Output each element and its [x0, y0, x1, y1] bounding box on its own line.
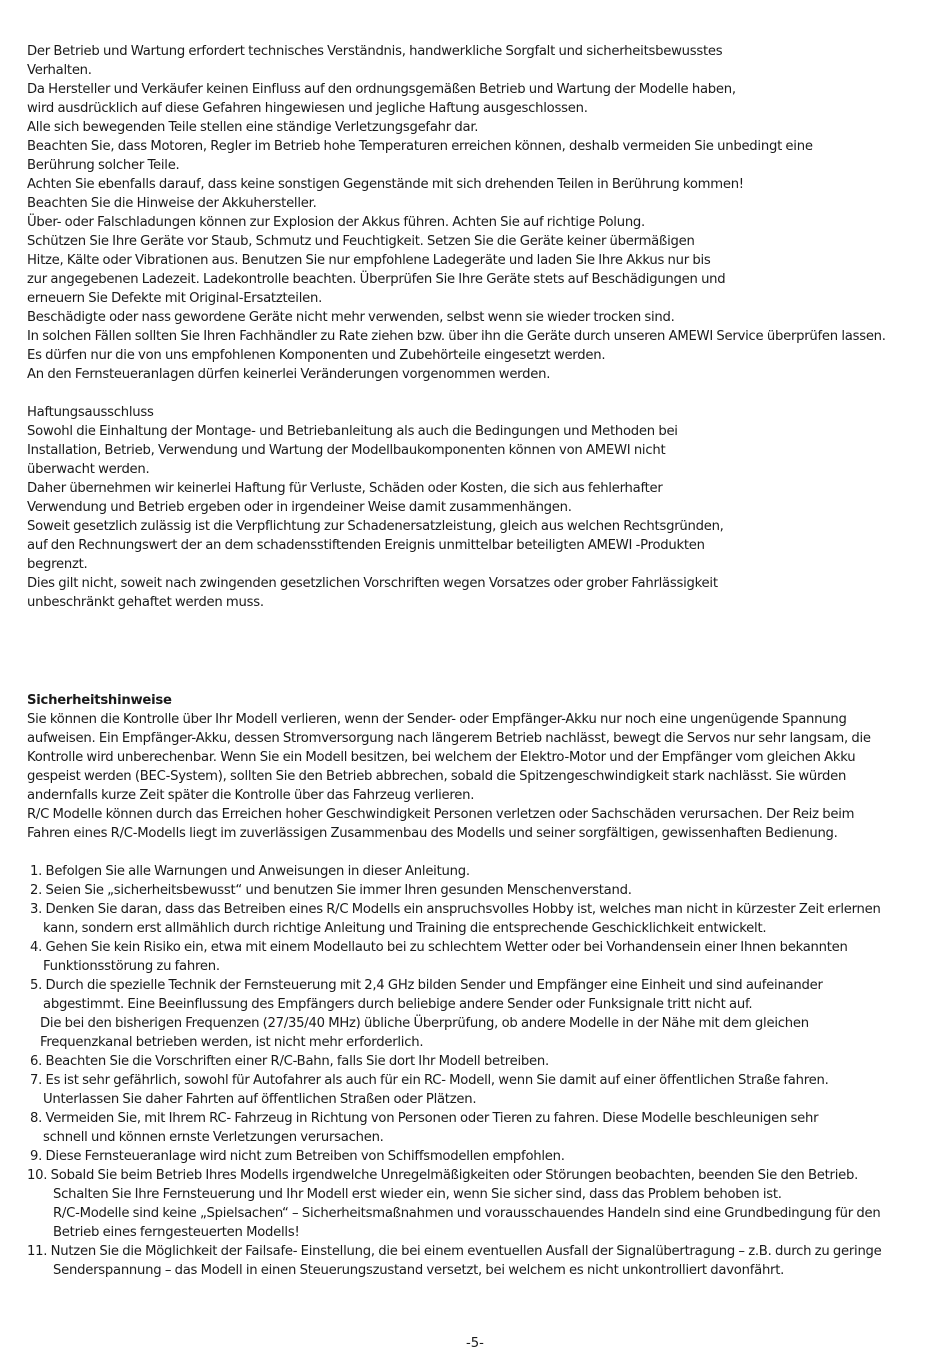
- list-item-line: Frequenzkanal betrieben werden, ist nicht mehr erforderlich.: [40, 1035, 424, 1050]
- general-section: [27, 42, 940, 384]
- text-line: Beschädigte oder nass gewordene Geräte nicht mehr verwenden, selbst wenn sie wieder trocken sind.: [27, 310, 675, 325]
- list-item: [27, 1147, 940, 1166]
- text-line: Soweit gesetzlich zulässig ist die Verpflichtung zur Schadenersatzleistung, gleich aus welchen Rechtsgründen,: [27, 519, 724, 534]
- text-line: überwacht werden.: [27, 462, 150, 477]
- list-item-line: 3. Denken Sie daran, dass das Betreiben eines R/C Modells ein anspruchsvolles Hobby ist, welches man nicht in kürzester Zeit erlernen: [30, 902, 881, 917]
- safety-section: [27, 691, 940, 843]
- section-heading-liability: Haftungsausschluss: [27, 405, 154, 420]
- list-item-line: 10. Sobald Sie beim Betrieb Ihres Modells irgendwelche Unregelmäßigkeiten oder Störungen beobachten, beenden Sie den Betrieb.: [27, 1168, 859, 1183]
- text-line: Verwendung und Betrieb ergeben oder in irgendeiner Weise damit zusammenhängen.: [27, 500, 572, 515]
- text-line: Kontrolle wird unberechenbar. Wenn Sie ein Modell besitzen, bei welchem der Elektro-Motor und der Empfänger vom gleichen Akku: [27, 750, 856, 765]
- text-line: andernfalls kurze Zeit später die Kontrolle über das Fahrzeug verlieren.: [27, 788, 475, 803]
- list-item-line: schnell und können ernste Verletzungen verursachen.: [43, 1130, 384, 1145]
- text-line: Es dürfen nur die von uns empfohlenen Komponenten und Zubehörteile eingesetzt werden.: [27, 348, 606, 363]
- list-item-line: 1. Befolgen Sie alle Warnungen und Anweisungen in dieser Anleitung.: [30, 864, 470, 879]
- text-line: Achten Sie ebenfalls darauf, dass keine sonstigen Gegenstände mit sich drehenden Teilen in Berührung kommen!: [27, 177, 744, 192]
- text-line: unbeschränkt gehaftet werden muss.: [27, 595, 264, 610]
- text-line: An den Fernsteueranlagen dürfen keinerlei Veränderungen vorgenommen werden.: [27, 367, 551, 382]
- text-line: Über- oder Falschladungen können zur Explosion der Akkus führen. Achten Sie auf richtige Polung.: [27, 215, 645, 230]
- list-item: [27, 1071, 940, 1109]
- text-line: Der Betrieb und Wartung erfordert technisches Verständnis, handwerkliche Sorgfalt und sicherheitsbewusstes: [27, 44, 723, 59]
- list-item-line: 7. Es ist sehr gefährlich, sowohl für Autofahrer als auch für ein RC- Modell, wenn Sie damit auf einer öffentlichen Straße fahren.: [30, 1073, 829, 1088]
- list-item: [27, 1052, 940, 1071]
- text-line: In solchen Fällen sollten Sie Ihren Fachhändler zu Rate ziehen bzw. über ihn die Geräte durch unseren AMEWI Service überprüfen lassen.: [27, 329, 886, 344]
- text-line: Sowohl die Einhaltung der Montage- und Betriebanleitung als auch die Bedingungen und Methoden bei: [27, 424, 678, 439]
- list-item-line: Unterlassen Sie daher Fahrten auf öffentlichen Straßen oder Plätzen.: [43, 1092, 477, 1107]
- list-item-line: abgestimmt. Eine Beeinflussung des Empfängers durch beliebige andere Sender oder Funksignale tritt nicht auf.: [43, 997, 753, 1012]
- text-line: Beachten Sie, dass Motoren, Regler im Betrieb hohe Temperaturen erreichen können, deshalb vermeiden Sie unbedingt eine: [27, 139, 813, 154]
- text-line: Berührung solcher Teile.: [27, 158, 180, 173]
- text-line: begrenzt.: [27, 557, 88, 572]
- list-item-line: 5. Durch die spezielle Technik der Fernsteuerung mit 2,4 GHz bilden Sender und Empfänger eine Einheit und sind aufeinander: [30, 978, 823, 993]
- safety-list: [27, 862, 940, 1280]
- list-item-line: R/C-Modelle sind keine „Spielsachen“ – Sicherheitsmaßnahmen und vorausschauendes Handeln sind eine Grundbedingung für den: [53, 1206, 881, 1221]
- list-item-line: Schalten Sie Ihre Fernsteuerung und Ihr Modell erst wieder ein, wenn Sie sicher sind, dass das Problem behoben ist.: [53, 1187, 782, 1202]
- list-item: [27, 900, 940, 938]
- list-item: [27, 862, 940, 881]
- list-item-line: kann, sondern erst allmählich durch richtige Anleitung und Training die entsprechende Geschicklichkeit entwickelt.: [43, 921, 767, 936]
- list-item: [27, 938, 940, 976]
- text-line: Installation, Betrieb, Verwendung und Wartung der Modellbaukomponenten können von AMEWI nicht: [27, 443, 666, 458]
- list-item: [27, 976, 940, 1052]
- list-item-line: 8. Vermeiden Sie, mit Ihrem RC- Fahrzeug in Richtung von Personen oder Tieren zu fahren. Diese Modelle beschleunigen sehr: [30, 1111, 819, 1126]
- liability-section: [27, 403, 940, 612]
- text-line: aufweisen. Ein Empfänger-Akku, dessen Stromversorgung nach längerem Betrieb nachlässt, bewegt die Servos nur sehr langsam, die: [27, 731, 871, 746]
- list-item-line: 9. Diese Fernsteueranlage wird nicht zum Betreiben von Schiffsmodellen empfohlen.: [30, 1149, 565, 1164]
- text-line: R/C Modelle können durch das Erreichen hoher Geschwindigkeit Personen verletzen oder Sachschäden verursachen. Der Reiz beim: [27, 807, 855, 822]
- list-item-line: 4. Gehen Sie kein Risiko ein, etwa mit einem Modellauto bei zu schlechtem Wetter oder bei Vorhandensein einer Ihnen bekannten: [30, 940, 848, 955]
- list-item: [27, 881, 940, 900]
- list-item: [27, 1166, 940, 1242]
- text-line: Daher übernehmen wir keinerlei Haftung für Verluste, Schäden oder Kosten, die sich aus fehlerhafter: [27, 481, 663, 496]
- text-line: Beachten Sie die Hinweise der Akkuhersteller.: [27, 196, 317, 211]
- text-line: Da Hersteller und Verkäufer keinen Einfluss auf den ordnungsgemäßen Betrieb und Wartung der Modelle haben,: [27, 82, 736, 97]
- text-line: Alle sich bewegenden Teile stellen eine ständige Verletzungsgefahr dar.: [27, 120, 479, 135]
- list-item: [27, 1242, 940, 1280]
- list-item: [27, 1109, 940, 1147]
- text-line: Schützen Sie Ihre Geräte vor Staub, Schmutz und Feuchtigkeit. Setzen Sie die Geräte keiner übermäßigen: [27, 234, 695, 249]
- list-item-line: Betrieb eines ferngesteuerten Modells!: [53, 1225, 300, 1240]
- list-item-line: 6. Beachten Sie die Vorschriften einer R/C-Bahn, falls Sie dort Ihr Modell betreiben.: [30, 1054, 549, 1069]
- page-number: -5-: [466, 1336, 484, 1351]
- section-heading-safety: Sicherheitshinweise: [27, 693, 172, 708]
- text-line: Hitze, Kälte oder Vibrationen aus. Benutzen Sie nur empfohlene Ladegeräte und laden Sie Ihre Akkus nur bis: [27, 253, 711, 268]
- text-line: Fahren eines R/C-Modells liegt im zuverlässigen Zusammenbau des Modells und seiner sorgfältigen, gewissenhaften Bedienung.: [27, 826, 838, 841]
- list-item-line: Funktionsstörung zu fahren.: [43, 959, 220, 974]
- text-line: Sie können die Kontrolle über Ihr Modell verlieren, wenn der Sender- oder Empfänger-Akku nur noch eine ungenügende Spannung: [27, 712, 847, 727]
- text-line: auf den Rechnungswert der an dem schadensstiftenden Ereignis unmittelbar beteiligten AMEWI -Produkten: [27, 538, 705, 553]
- text-line: gespeist werden (BEC-System), sollten Sie den Betrieb abbrechen, sobald die Spitzengeschwindigkeit stark nachlässt. Sie würden: [27, 769, 847, 784]
- text-line: Dies gilt nicht, soweit nach zwingenden gesetzlichen Vorschriften wegen Vorsatzes oder grober Fahrlässigkeit: [27, 576, 718, 591]
- text-line: Verhalten.: [27, 63, 92, 78]
- text-line: erneuern Sie Defekte mit Original-Ersatzteilen.: [27, 291, 323, 306]
- list-item-line: 11. Nutzen Sie die Möglichkeit der Failsafe- Einstellung, die bei einem eventuellen Ausfall der Signalübertragung – z.B. durch zu geringe: [27, 1244, 882, 1259]
- text-line: wird ausdrücklich auf diese Gefahren hingewiesen und jegliche Haftung ausgeschlossen.: [27, 101, 588, 116]
- list-item-line: Die bei den bisherigen Frequenzen (27/35/40 MHz) übliche Überprüfung, ob andere Modelle in der Nähe mit dem gleichen: [40, 1016, 809, 1031]
- text-line: zur angegebenen Ladezeit. Ladekontrolle beachten. Überprüfen Sie Ihre Geräte stets auf Beschädigungen und: [27, 272, 726, 287]
- list-item-line: 2. Seien Sie „sicherheitsbewusst“ und benutzen Sie immer Ihren gesunden Menschenverstand.: [30, 883, 632, 898]
- list-item-line: Senderspannung – das Modell in einen Steuerungszustand versetzt, bei welchem es nicht unkontrolliert davonfährt.: [53, 1263, 785, 1278]
